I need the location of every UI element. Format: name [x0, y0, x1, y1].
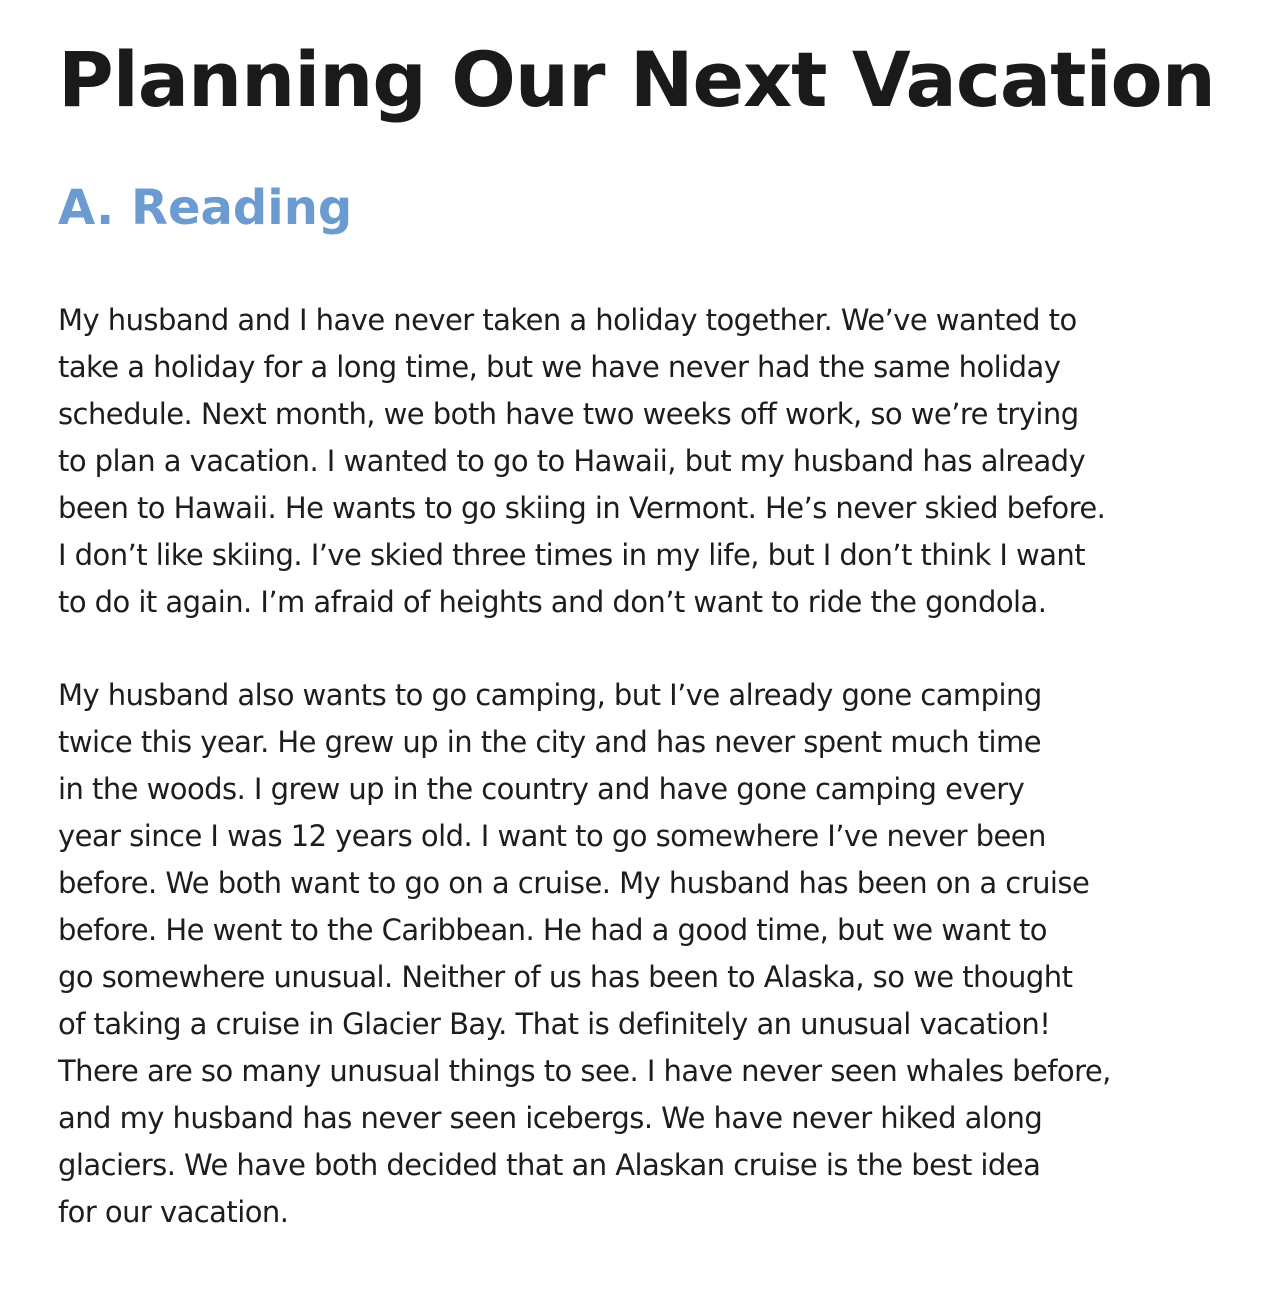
section-heading: A. Reading	[58, 180, 353, 236]
page-title: Planning Our Next Vacation	[58, 35, 1215, 124]
paragraph-line: before. We both want to go on a cruise. My husband has been on a cruise	[58, 866, 1090, 900]
paragraph-line: schedule. Next month, we both have two weeks off work, so we’re trying	[58, 397, 1079, 431]
paragraph-line: to plan a vacation. I wanted to go to Hawaii, but my husband has already	[58, 444, 1086, 478]
paragraph-line: There are so many unusual things to see. I have never seen whales before,	[58, 1054, 1111, 1088]
reading-paragraph-1	[58, 297, 1105, 626]
paragraph-line: of taking a cruise in Glacier Bay. That is definitely an unusual vacation!	[58, 1007, 1051, 1041]
paragraph-line: year since I was 12 years old. I want to go somewhere I’ve never been	[58, 819, 1046, 853]
reading-paragraph-2	[58, 672, 1111, 1236]
paragraph-line: and my husband has never seen icebergs. We have never hiked along	[58, 1101, 1043, 1135]
paragraph-line: for our vacation.	[58, 1195, 289, 1229]
paragraph-line: My husband and I have never taken a holiday together. We’ve wanted to	[58, 303, 1077, 337]
paragraph-line: to do it again. I’m afraid of heights and don’t want to ride the gondola.	[58, 585, 1047, 619]
paragraph-line: My husband also wants to go camping, but I’ve already gone camping	[58, 678, 1042, 712]
paragraph-line: glaciers. We have both decided that an Alaskan cruise is the best idea	[58, 1148, 1041, 1182]
paragraph-line: before. He went to the Caribbean. He had a good time, but we want to	[58, 913, 1047, 947]
paragraph-line: I don’t like skiing. I’ve skied three times in my life, but I don’t think I want	[58, 538, 1086, 572]
paragraph-line: twice this year. He grew up in the city and has never spent much time	[58, 725, 1042, 759]
paragraph-line: take a holiday for a long time, but we have never had the same holiday	[58, 350, 1061, 384]
paragraph-line: in the woods. I grew up in the country and have gone camping every	[58, 772, 1025, 806]
paragraph-line: been to Hawaii. He wants to go skiing in Vermont. He’s never skied before.	[58, 491, 1106, 525]
paragraph-line: go somewhere unusual. Neither of us has been to Alaska, so we thought	[58, 960, 1073, 994]
